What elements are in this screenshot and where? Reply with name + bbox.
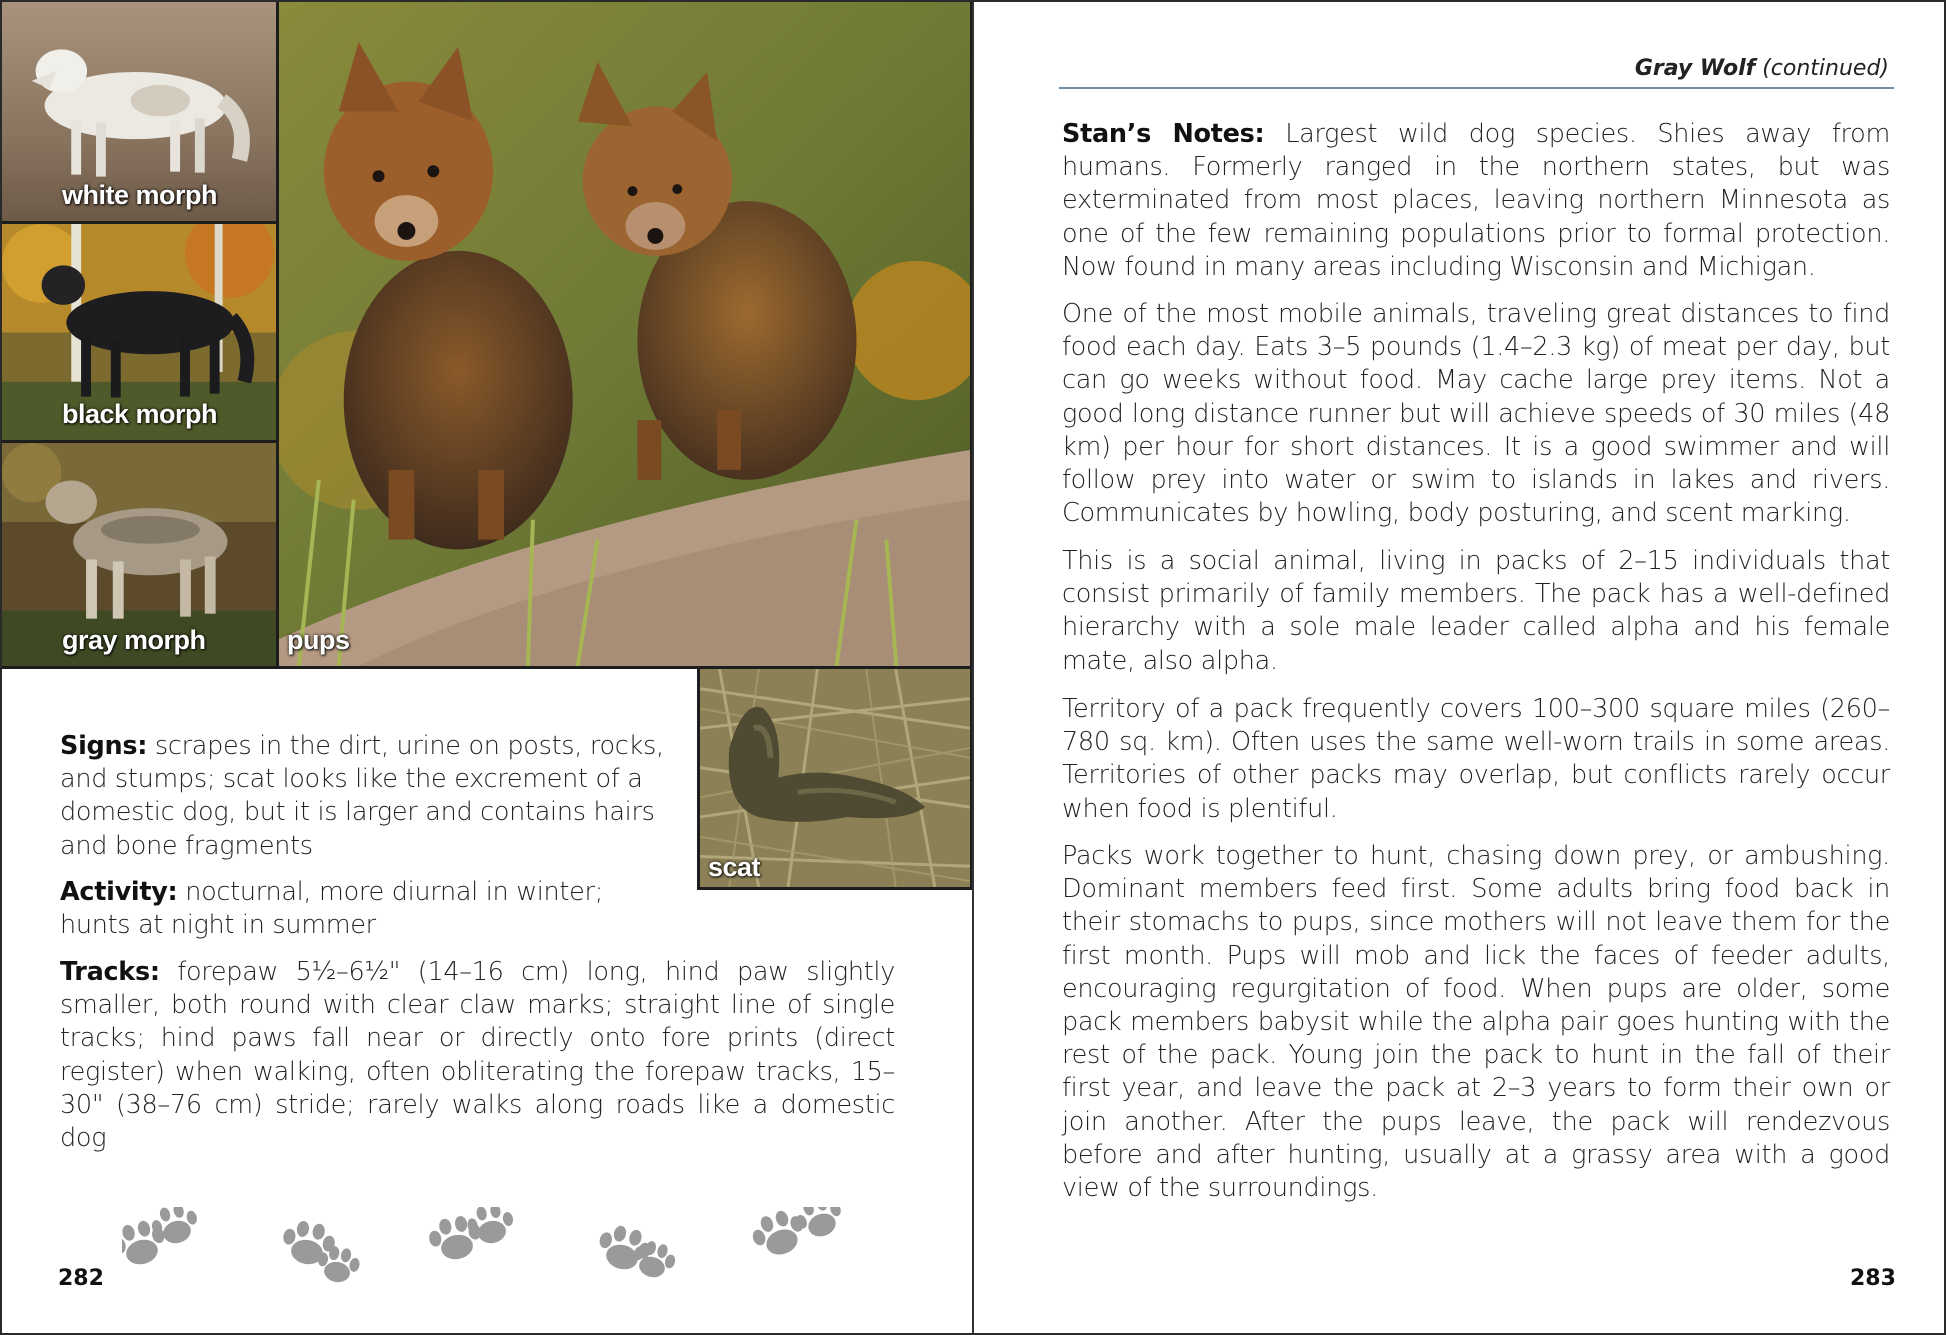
signs-paragraph: [60, 730, 670, 863]
paw-print-icon: [148, 1207, 202, 1249]
stans-notes-paragraph: [1062, 118, 1890, 284]
mobility-paragraph: One of the most mobile animals, traveling great distances to find food each day. Eats 3–5 pounds (1.4–2.3 kg) of meat per day, but can go weeks without food. May cache large prey items. Not a good long distance runner but will achieve speeds of 30 miles (48 km) per hour for short distances. It is a good swimmer and will follow prey into water or swim to islands in lakes and rivers. Communicates by howling, body posturing, and scent marking.: [1062, 299, 1890, 529]
hunting-paragraph: Packs work together to hunt, chasing down prey, or ambushing. Dominant members feed first. Some adults bring food back in their stomachs to pups, since mothers will not leave them for the first month. Pups will mob and lick the faces of feeder adults, encouraging regurgitation of food. When pups are older, some pack members babysit while the alpha pair goes hunting with the rest of the pack. Young join the pack to hunt in the fall of their first year, and leave the pack at 2–3 years to form their own or join another. After the pups leave, the pack will rendezvous before and after hunting, usually at a grassy area with a good view of the surroundings.: [1062, 841, 1890, 1204]
activity-text: nocturnal, more diurnal in winter; hunts at night in summer: [60, 877, 603, 941]
track-illustration: [122, 1207, 882, 1287]
black-morph-photo: [2, 224, 279, 443]
tracks-label: Tracks:: [60, 957, 160, 987]
running-head: [1635, 56, 1889, 81]
gray-morph-photo: [2, 443, 279, 669]
paw-print-icon: [279, 1218, 338, 1268]
scat-label: scat: [708, 852, 761, 882]
page-number-right: 283: [1850, 1266, 1896, 1291]
white-morph-photo: [2, 2, 279, 224]
gutter: [972, 2, 974, 1335]
tracks-text: forepaw 5½–6½" (14–16 cm) long, hind paw slightly smaller, both round with clear claw marks; straight line of single tracks; hind paws fall near or directly onto fore prints (direct register) when walking, often obliterating the forepaw tracks, 15–30" (38–76 cm) stride; rarely walks along roads like a domestic dog: [60, 957, 895, 1154]
signs-text: scrapes in the dirt, urine on posts, rocks, and stumps; scat looks like the excrement of a domestic dog, but it is larger and contains hairs and bone fragments: [60, 731, 664, 861]
signs-label: Signs:: [60, 731, 148, 761]
black-morph-label: black morph: [62, 399, 218, 429]
paw-print-icon: [122, 1216, 170, 1270]
running-head-suffix: (continued): [1755, 56, 1889, 81]
stans-notes-label: Stan’s Notes:: [1062, 119, 1265, 149]
paw-print-icon: [791, 1207, 847, 1243]
paw-print-icon: [465, 1207, 517, 1247]
page-number-left: 282: [58, 1266, 104, 1291]
header-rule: [1059, 87, 1894, 89]
stans-notes-text: Largest wild dog species. Shies away from humans. Formerly ranged in the northern states, but was exterminated from most places, leaving northern Minnesota as one of the few remaining populations prior to formal protection. Now found in many areas including Wisconsin and Michigan.: [1062, 119, 1890, 282]
paw-print-icon: [426, 1213, 485, 1263]
running-head-title: Gray Wolf: [1634, 56, 1756, 81]
scat-photo: [697, 669, 973, 890]
tracks-paragraph: [60, 956, 895, 1155]
pups-photo: [279, 2, 973, 669]
pups-illustration: [279, 2, 970, 666]
territory-paragraph: Territory of a pack frequently covers 100–300 square miles (260–780 sq. km). Often uses the same well-worn trails in some areas. Territories of other packs may overlap, but conflicts rarely occur when food is plentiful.: [1062, 694, 1890, 824]
social-paragraph: This is a social animal, living in packs of 2–15 individuals that consist primarily of family members. The pack has a well-defined hierarchy with a sole male leader called alpha and his female mate, also alpha.: [1062, 546, 1890, 676]
white-morph-label: white morph: [62, 180, 217, 210]
gray-morph-label: gray morph: [62, 625, 206, 655]
activity-paragraph: [60, 876, 670, 942]
pups-label: pups: [287, 625, 350, 655]
activity-label: Activity:: [60, 877, 178, 907]
